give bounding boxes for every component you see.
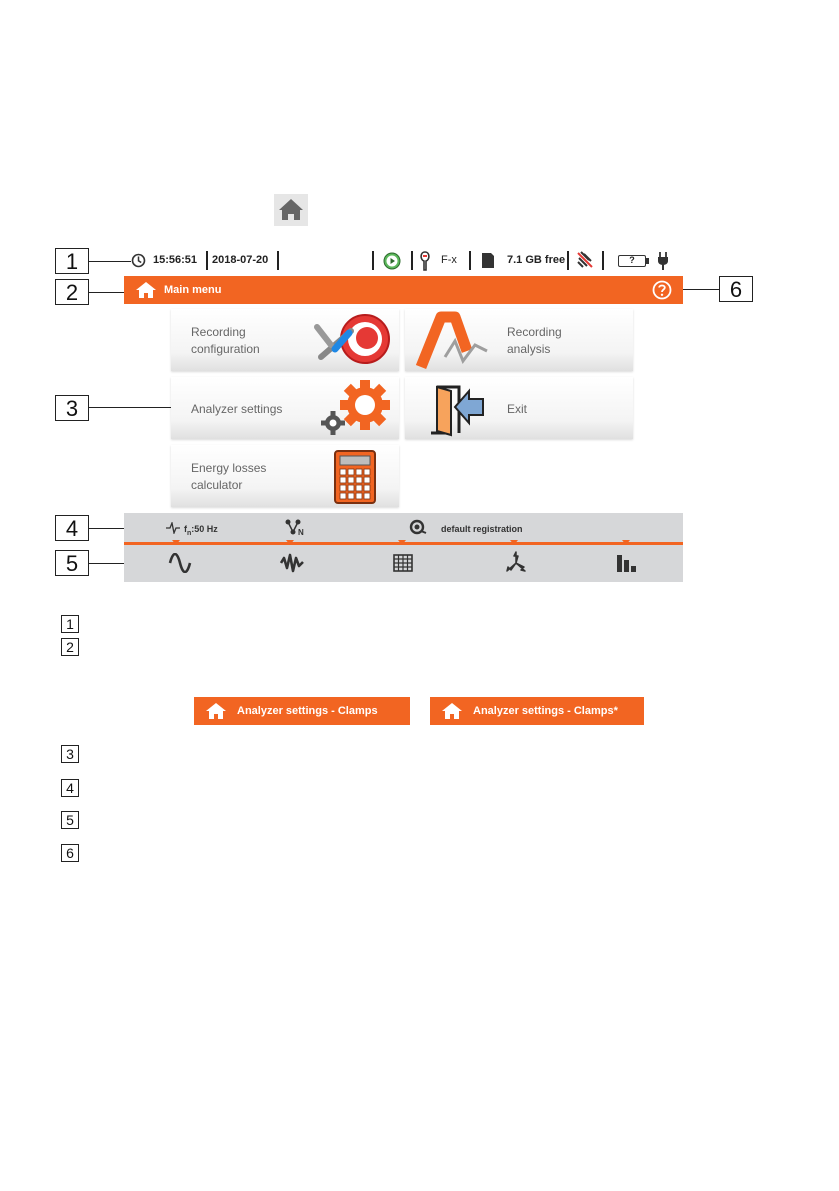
gps-off-icon xyxy=(575,250,595,270)
plug-icon xyxy=(657,251,669,271)
legend-callout-3: 3 xyxy=(61,745,79,763)
help-icon[interactable] xyxy=(652,280,672,300)
status-separator xyxy=(469,251,471,270)
home-icon xyxy=(205,701,227,721)
menu-tile-analyzer-settings[interactable] xyxy=(171,377,399,439)
legend-callout-4: 4 xyxy=(61,779,79,797)
callout-4: 4 xyxy=(55,515,89,541)
menu-tile-recording-configuration[interactable] xyxy=(171,309,399,371)
frequency-icon xyxy=(166,522,180,534)
legend-callout-6: 6 xyxy=(61,844,79,862)
status-separator xyxy=(277,251,279,270)
title-bar xyxy=(124,276,683,304)
legend-callout-1: 1 xyxy=(61,615,79,633)
tile-label-line2: analysis xyxy=(507,342,551,356)
menu-tile-energy-losses-calculator[interactable] xyxy=(171,445,399,507)
battery-icon: ? xyxy=(618,255,646,267)
sd-card-icon xyxy=(481,252,495,269)
bottom-nav-bar xyxy=(124,545,683,582)
home-icon xyxy=(274,194,308,226)
neutral-label: N xyxy=(298,528,304,537)
status-time: 15:56:51 xyxy=(153,254,198,266)
callout-6: 6 xyxy=(719,276,753,302)
example-title: Analyzer settings - Clamps xyxy=(237,705,378,717)
status-separator xyxy=(372,251,374,270)
bar-chart-icon[interactable] xyxy=(616,553,640,573)
status-separator xyxy=(602,251,604,270)
tile-label-line1: Energy losses xyxy=(191,461,267,475)
memory-free: 7.1 GB free xyxy=(507,254,566,266)
callout-5: 5 xyxy=(55,550,89,576)
harmonics-icon[interactable] xyxy=(280,553,304,573)
play-icon[interactable] xyxy=(383,252,401,270)
tile-label-line2: configuration xyxy=(191,342,260,356)
clamp-type: F-x xyxy=(441,254,457,266)
home-icon-standalone xyxy=(274,194,308,226)
info-bar xyxy=(124,513,683,543)
clamp-icon xyxy=(419,251,431,271)
recording-configuration-icon xyxy=(311,309,397,371)
home-icon[interactable] xyxy=(135,280,157,300)
tile-label-line1: Recording xyxy=(507,325,562,339)
tile-label-line1: Recording xyxy=(191,325,246,339)
clock-icon xyxy=(131,253,146,268)
callout-1: 1 xyxy=(55,248,89,274)
frequency-readout: $f_n:50$ Hz xyxy=(184,524,218,537)
status-bar xyxy=(124,248,683,274)
home-icon xyxy=(441,701,463,721)
legend-callout-5: 5 xyxy=(61,811,79,829)
registration-icon xyxy=(409,519,427,537)
gear-icon xyxy=(317,377,397,439)
registration-name: default registration xyxy=(441,524,523,534)
exit-icon xyxy=(427,381,487,437)
status-date: 2018-07-20 xyxy=(212,254,269,266)
example-title: Analyzer settings - Clamps* xyxy=(473,705,618,717)
recording-analysis-icon xyxy=(411,311,491,371)
status-separator xyxy=(411,251,413,270)
waveform-icon[interactable] xyxy=(168,553,192,573)
menu-tile-exit[interactable] xyxy=(405,377,633,439)
phasor-icon[interactable] xyxy=(505,551,527,573)
battery-tip xyxy=(646,258,649,264)
menu-tile-recording-analysis[interactable] xyxy=(405,309,633,371)
tile-label-line1: Exit xyxy=(507,402,528,416)
tile-label-line1: Analyzer settings xyxy=(191,402,283,416)
callout-2: 2 xyxy=(55,279,89,305)
legend-callout-2: 2 xyxy=(61,638,79,656)
page-title: Main menu xyxy=(164,284,222,296)
table-icon[interactable] xyxy=(393,554,413,572)
status-separator xyxy=(206,251,208,270)
example-title-bar-saved xyxy=(194,697,410,725)
example-title-bar-modified xyxy=(430,697,644,725)
callout-3: 3 xyxy=(55,395,89,421)
tile-label-line2: calculator xyxy=(191,478,243,492)
status-separator xyxy=(567,251,569,270)
calculator-icon xyxy=(327,449,383,505)
